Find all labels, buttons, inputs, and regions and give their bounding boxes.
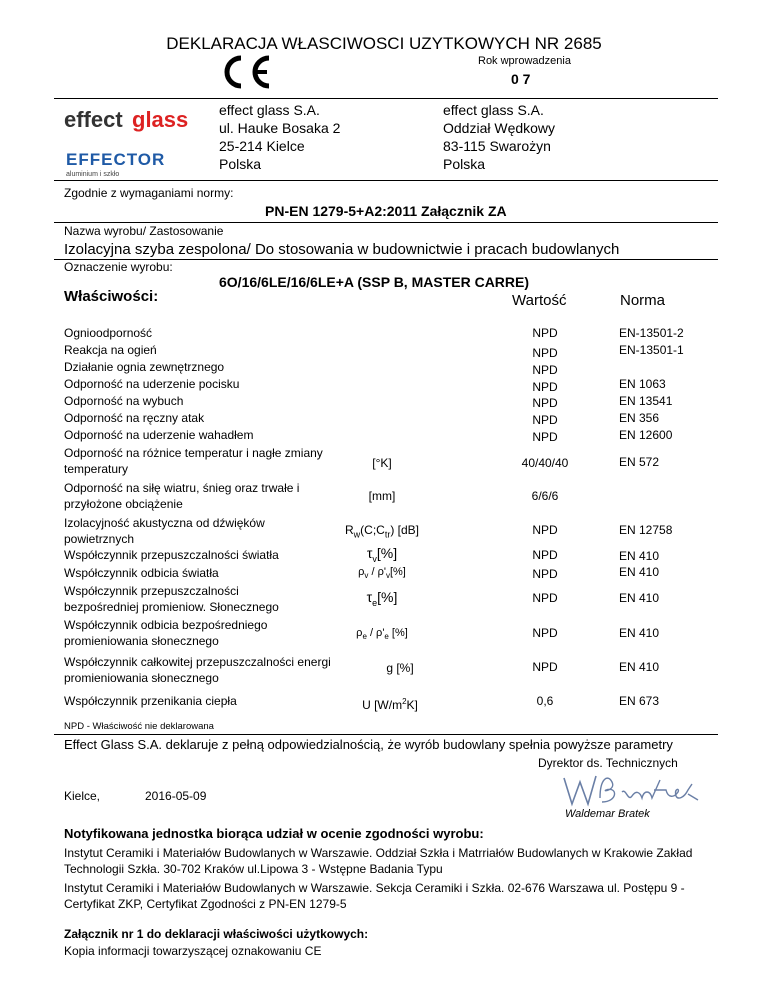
row-property: Współczynnik całkowitej przepuszczalności energi promieniowania słonecznego [64,655,331,685]
row-value: 0,6 [536,694,554,708]
standard-value: PN-EN 1279-5+A2:2011 Załącznik ZA [265,203,507,219]
row-value: NPD [532,430,558,444]
row-norm: EN-13501-1 [619,343,684,357]
row-value: NPD [532,567,558,581]
divider [54,222,718,223]
row-value: NPD [532,413,558,427]
year-value: 0 7 [511,71,531,87]
standard-label: Zgodnie z wymaganiami normy: [64,186,234,200]
effect-glass-logo [62,102,194,136]
row-property: Współczynnik odbicia bezpośredniego promieniowania słonecznego [64,618,268,648]
row-property: Odporność na siłę wiatru, śnieg oraz trwałe i przyłożone obciążenie [64,481,300,511]
handwritten-signature [556,768,706,810]
row-unit: $\rho_e / \rho'_e$ [%] [356,627,408,642]
signatory-role: Dyrektor ds. Technicznych [538,756,678,770]
npd-note: NPD - Właściwość nie deklarowana [64,721,214,732]
row-norm: EN 410 [619,591,660,605]
row-property: Działanie ognia zewnętrznego [64,360,225,374]
row-property: Współczynnik odbicia światła [64,566,219,580]
divider [54,98,718,99]
document-title: DEKLARACJA WŁASCIWOSCI UZYTKOWYCH NR 2685 [166,34,602,53]
row-value: NPD [532,626,558,640]
row-property: Współczynnik przepuszczalności światła [64,548,279,562]
row-norm: EN 410 [619,660,660,674]
table-header-value: Wartość [512,292,567,309]
row-property: Odporność na ręczny atak [64,411,205,425]
row-value: NPD [532,396,558,410]
row-unit: $\tau_v[\%]$ [366,545,398,564]
signature-place: Kielce, [64,789,101,803]
row-unit: [°K] [372,456,392,470]
year-label: Rok wprowadzenia [478,55,571,67]
declaration-text: Effect Glass S.A. deklaruje z pełną odpowiedzialnością, że wyrób budowlany spełnia powyższe parametry [64,737,673,752]
row-unit: U $[W/m^2K]$ [362,697,418,712]
row-unit: $R_w(C;C_{tr})$ [dB] [344,523,420,540]
row-value: NPD [532,523,558,537]
row-property: Odporność na uderzenie pocisku [64,377,240,391]
annex-heading: Załącznik nr 1 do deklaracji właściwości użytkowych: [64,927,369,941]
row-value: 6/6/6 [531,489,559,503]
row-value: NPD [532,660,558,674]
row-property: Izolacyjność akustyczna od dźwięków powietrznych [64,516,265,546]
row-norm: EN 410 [619,626,660,640]
company-right-line: Polska [443,156,486,172]
product-name-value: Izolacyjna szyba zespolona/ Do stosowania w budownictwie i pracach budowlanych [64,241,620,258]
row-unit: $\tau_e[\%]$ [366,589,398,608]
row-property: Odporność na uderzenie wahadłem [64,428,254,442]
row-norm: EN 12600 [619,428,673,442]
company-right-line: effect glass S.A. [443,102,544,118]
row-value: NPD [532,591,558,605]
svg-text:aluminium i szkło: aluminium i szkło [66,171,120,178]
row-norm: EN-13501-2 [619,326,684,340]
notified-paragraph-2: Instytut Ceramiki i Materiałów Budowlanych w Warszawie. Sekcja Ceramiki i Szkła. 02-676 Warszawa ul. Postępu 9 - Certyfikat ZKP, Certyfikat Zgodności z PN-EN 1279-5 [64,881,685,911]
row-norm: EN 410 [619,565,660,579]
row-property: Ognioodporność [64,326,153,340]
row-property: Współczynnik przepuszczalności bezpośredniej promieniow. Słonecznego [64,584,279,614]
row-value: 40/40/40 [521,456,569,470]
row-property: Odporność na wybuch [64,394,184,408]
svg-text:EFFECTOR: EFFECTOR [66,150,166,169]
company-left-line: ul. Hauke Bosaka 2 [219,120,341,136]
row-property: Współczynnik przenikania ciepła [64,694,237,708]
row-norm: EN 356 [619,411,660,425]
ce-mark-icon [215,52,275,92]
svg-text:effect: effect [64,107,123,132]
signature-date: 2016-05-09 [145,789,207,803]
product-marking-label: Oznaczenie wyrobu: [64,260,173,274]
notified-heading: Notyfikowana jednostka biorąca udział w ocenie zgodności wyrobu: [64,826,484,841]
row-value: NPD [532,548,558,562]
table-header-property: Właściwości: [64,288,159,305]
row-unit: $\rho_v / \rho'_v[\%]$ [358,566,406,581]
company-left-line: Polska [219,156,262,172]
company-left-line: 25-214 Kielce [219,138,305,154]
effector-logo [62,146,194,180]
table-header-norm: Norma [620,292,666,309]
row-property: Reakcja na ogień [64,343,157,357]
row-unit: [mm] [368,489,396,503]
svg-text:glass: glass [132,107,189,132]
row-norm: EN 572 [619,455,660,469]
company-left-line: effect glass S.A. [219,102,320,118]
product-name-label: Nazwa wyrobu/ Zastosowanie [64,224,224,238]
company-right-line: 83-115 Swarożyn [443,138,551,154]
row-norm: EN 1063 [619,377,666,391]
divider [54,734,718,735]
row-norm: EN 12758 [619,523,673,537]
row-value: NPD [532,380,558,394]
row-norm: EN 13541 [619,394,673,408]
row-unit: g [%] [386,661,414,675]
row-value: NPD [532,346,558,360]
company-left [219,101,340,173]
signatory-name: Waldemar Bratek [565,808,650,820]
row-value: NPD [532,363,558,377]
product-marking-value: 6O/16/6LE/16/6LE+A (SSP B, MASTER CARRE) [219,274,530,290]
row-norm: EN 410 [619,549,660,563]
company-right-line: Oddział Wędkowy [443,120,556,136]
company-right [443,101,555,173]
row-value: NPD [532,326,558,340]
notified-paragraph-1: Instytut Ceramiki i Materiałów Budowlanych w Warszawie. Oddział Szkła i Matrriałów Budowlanych w Krakowie Zakład Technologii Szkła. 30-702 Kraków ul.Lipowa 3 - Wstępne Badania Typu [64,846,693,876]
annex-text: Kopia informacji towarzyszącej oznakowaniu CE [64,944,322,958]
row-property: Odporność na różnice temperatur i nagłe zmiany temperatury [64,446,323,476]
row-norm: EN 673 [619,694,660,708]
divider [54,180,718,181]
